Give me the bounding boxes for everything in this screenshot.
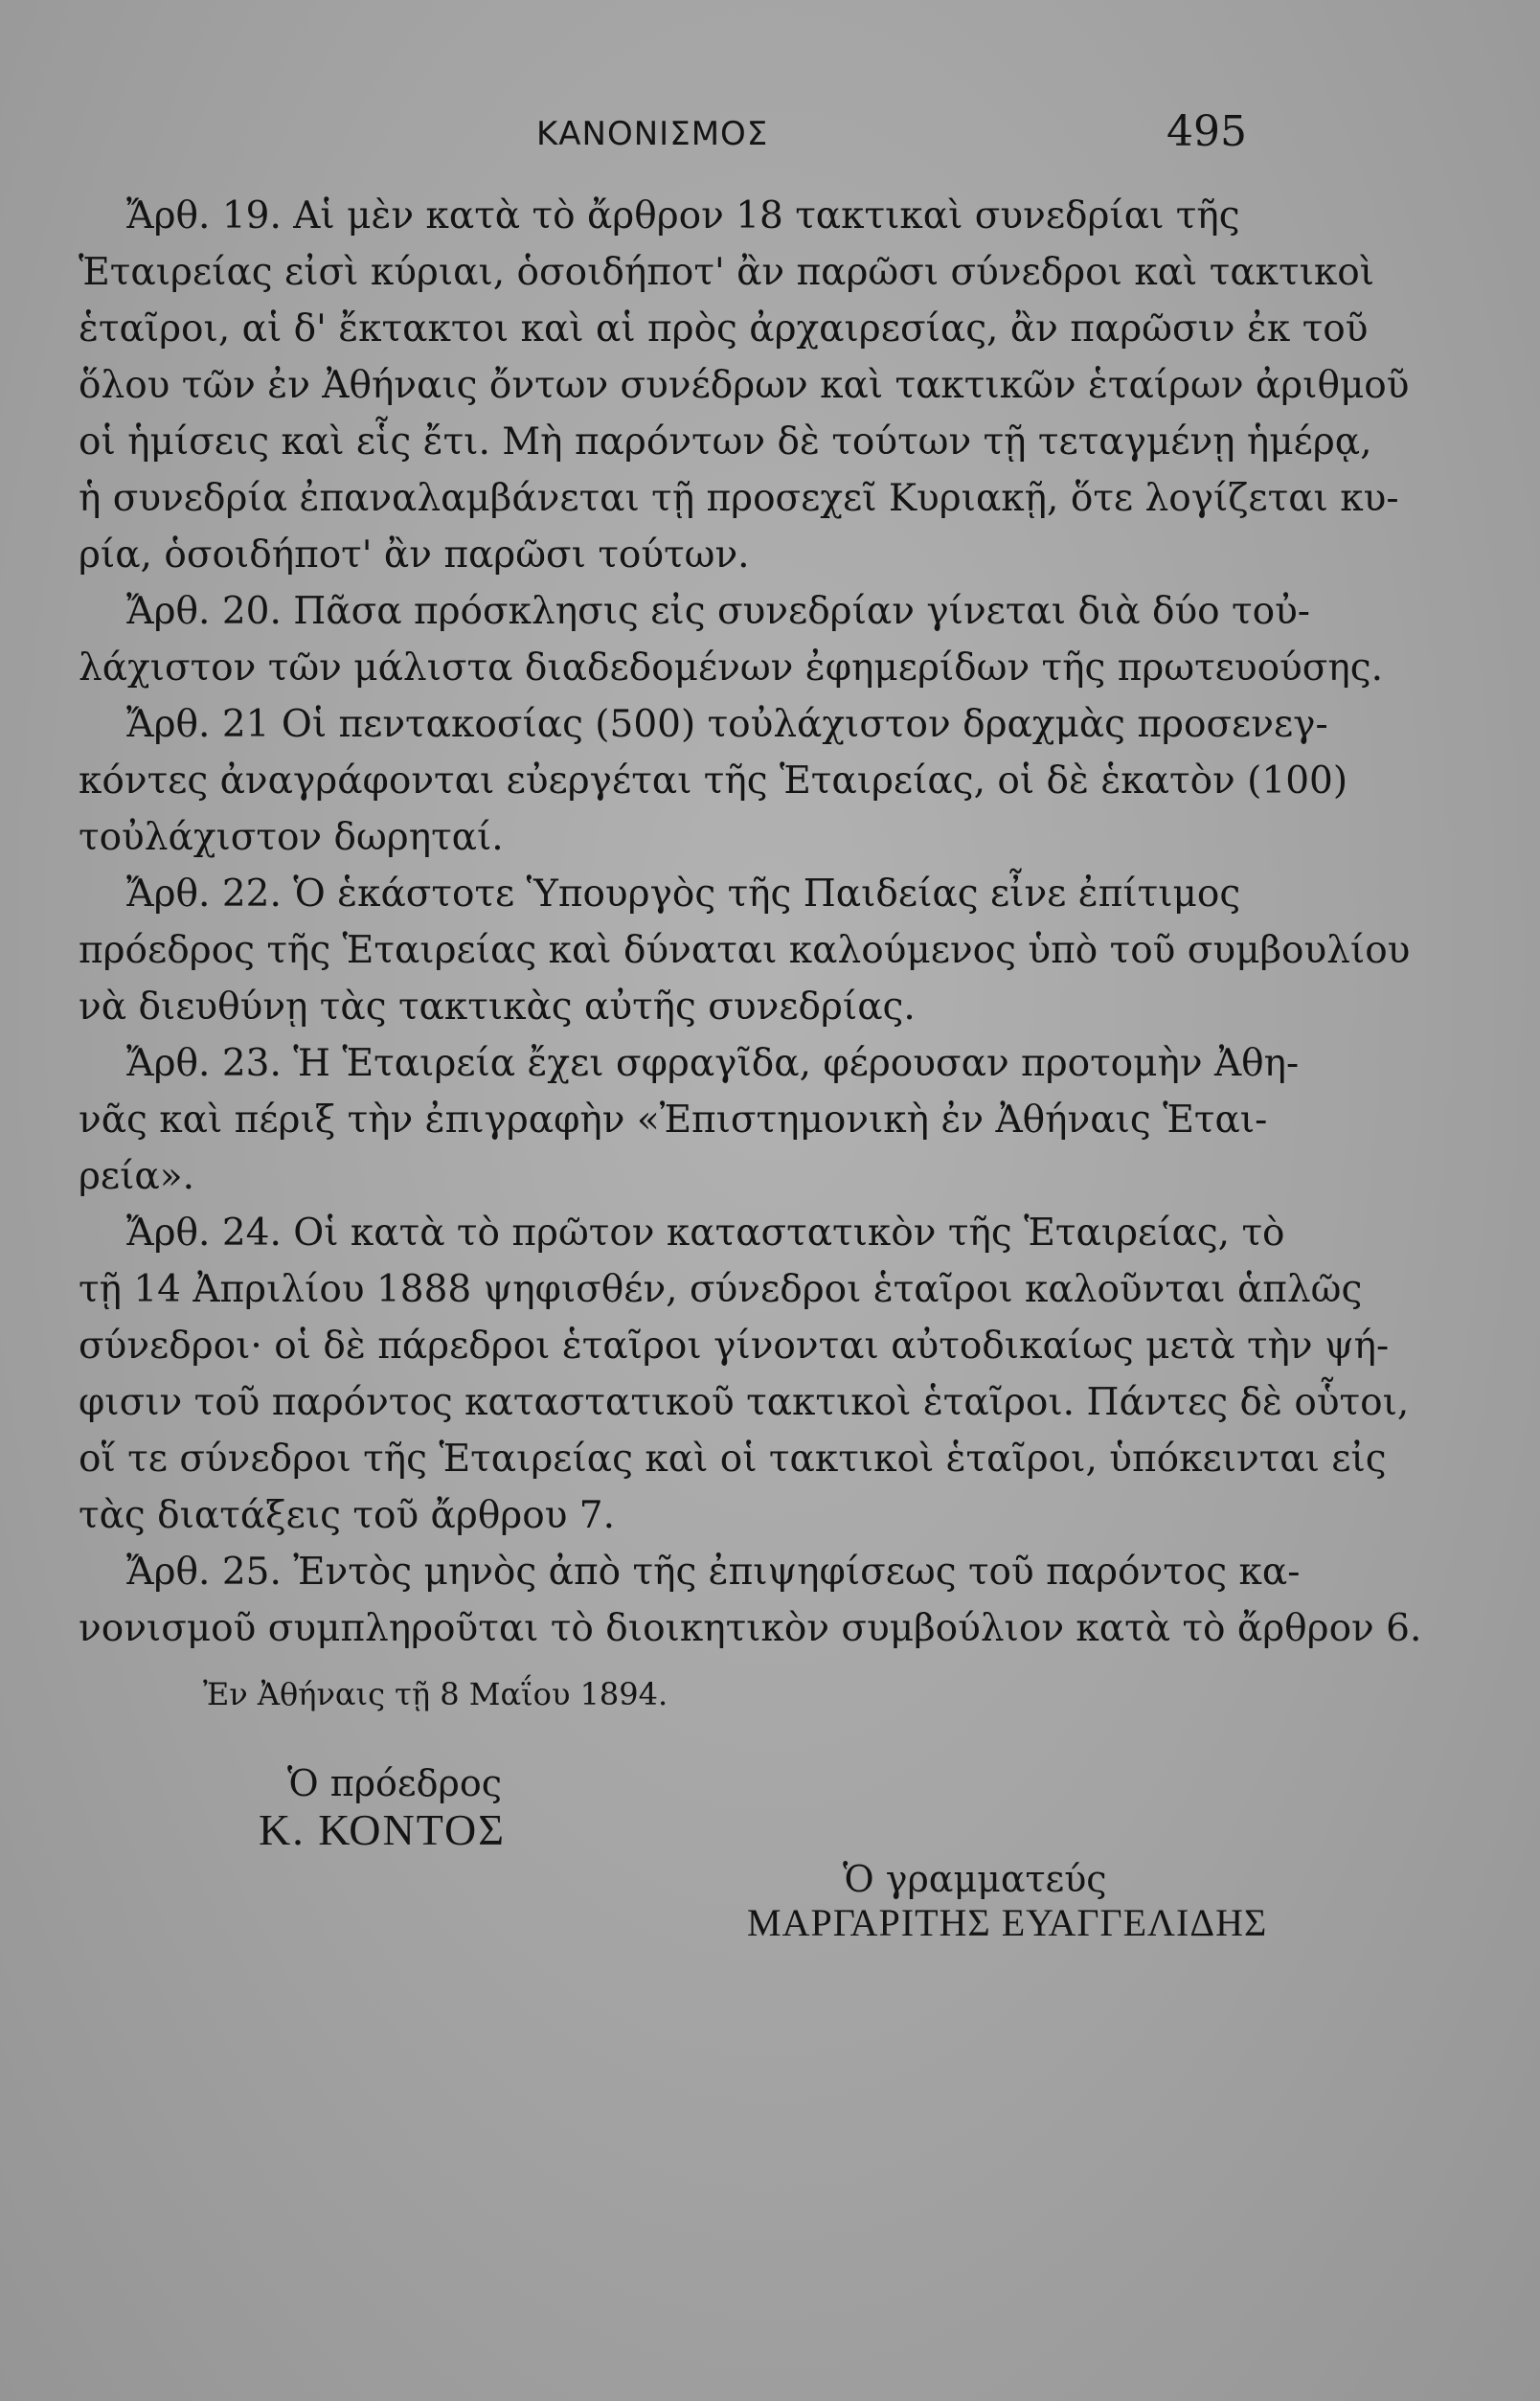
president-name: Κ. ΚΟΝΤΟΣ: [259, 1805, 506, 1854]
text-line: νονισμοῦ συμπληροῦται τὸ διοικητικὸν συμβούλιον κατὰ τὸ ἄρθρον 6.: [79, 1607, 1422, 1650]
running-header-title: ΚΑΝΟΝΙΣΜΟΣ: [536, 115, 769, 153]
text-line: Ἄρθ. 21 Οἱ πεντακοσίας (500) τοὐλάχιστον δραχμὰς προσενεγ-: [126, 703, 1328, 746]
text-line: Ἄρθ. 23. Ἡ Ἑταιρεία ἔχει σφραγῖδα, φέρουσαν προτομὴν Ἀθη-: [126, 1042, 1300, 1085]
president-role: Ὁ πρόεδρος: [287, 1762, 502, 1804]
text-line: οἱ ἡμίσεις καὶ εἷς ἔτι. Μὴ παρόντων δὲ τούτων τῇ τεταγμένῃ ἡμέρᾳ,: [79, 420, 1372, 464]
text-line: Ἄρθ. 22. Ὁ ἑκάστοτε Ὑπουργὸς τῆς Παιδείας εἶνε ἐπίτιμος: [126, 872, 1241, 916]
text-line: Ἄρθ. 24. Οἱ κατὰ τὸ πρῶτον καταστατικὸν τῆς Ἑταιρείας, τὸ: [126, 1212, 1285, 1255]
secretary-name: ΜΑΡΓΑΡΙΤΗΣ ΕΥΑΓΓΕΛΙΔΗΣ: [747, 1901, 1268, 1944]
text-line: Ἄρθ. 19. Αἱ μὲν κατὰ τὸ ἄρθρον 18 τακτικαὶ συνεδρίαι τῆς: [126, 194, 1240, 238]
text-line: νὰ διευθύνῃ τὰς τακτικὰς αὐτῆς συνεδρίας.: [79, 985, 916, 1029]
text-line: Ἑταιρείας εἰσὶ κύριαι, ὁσοιδήποτ' ἂν παρῶσι σύνεδροι καὶ τακτικοὶ: [79, 251, 1375, 294]
text-line: τὰς διατάξεις τοῦ ἄρθρου 7.: [79, 1494, 616, 1537]
text-line: οἵ τε σύνεδροι τῆς Ἑταιρείας καὶ οἱ τακτικοὶ ἑταῖροι, ὑπόκεινται εἰς: [79, 1438, 1387, 1481]
text-line: τῇ 14 Ἀπριλίου 1888 ψηφισθέν, σύνεδροι ἑταῖροι καλοῦνται ἁπλῶς: [79, 1268, 1363, 1311]
text-line: φισιν τοῦ παρόντος καταστατικοῦ τακτικοὶ ἑταῖροι. Πάντες δὲ οὗτοι,: [79, 1381, 1410, 1424]
text-line: Ἄρθ. 25. Ἐντὸς μηνὸς ἀπὸ τῆς ἐπιψηφίσεως τοῦ παρόντος κα-: [126, 1551, 1301, 1594]
president-signature: [259, 1762, 506, 1855]
text-line: Ἄρθ. 20. Πᾶσα πρόσκλησις εἰς συνεδρίαν γίνεται διὰ δύο τοὐ-: [126, 590, 1310, 633]
text-line: ἡ συνεδρία ἐπαναλαμβάνεται τῇ προσεχεῖ Κυριακῇ, ὅτε λογίζεται κυ-: [79, 477, 1399, 520]
text-line: ρία, ὁσοιδήποτ' ἂν παρῶσι τούτων.: [79, 533, 750, 577]
text-line: κόντες ἀναγράφονται εὐεργέται τῆς Ἑταιρείας, οἱ δὲ ἑκατὸν (100): [79, 759, 1348, 803]
text-line: ὅλου τῶν ἐν Ἀθήναις ὄντων συνέδρων καὶ τακτικῶν ἑταίρων ἀριθμοῦ: [79, 364, 1410, 407]
text-line: λάχιστον τῶν μάλιστα διαδεδομένων ἐφημερίδων τῆς πρωτευούσης.: [79, 646, 1383, 690]
text-line: ἑταῖροι, αἱ δ' ἔκτακτοι καὶ αἱ πρὸς ἀρχαιρεσίας, ἂν παρῶσιν ἐκ τοῦ: [79, 307, 1369, 351]
text-line: πρόεδρος τῆς Ἑταιρείας καὶ δύναται καλούμενος ὑπὸ τοῦ συμβουλίου: [79, 929, 1411, 972]
text-line: νᾶς καὶ πέριξ τὴν ἐπιγραφὴν «Ἐπιστημονικὴ ἐν Ἀθήναις Ἑται-: [79, 1099, 1268, 1142]
text-line: τοὐλάχιστον δωρηταί.: [79, 816, 504, 859]
text-line: σύνεδροι· οἱ δὲ πάρεδροι ἑταῖροι γίνονται αὐτοδικαίως μετὰ τὴν ψή-: [79, 1325, 1390, 1368]
date-line: Ἐν Ἀθήναις τῇ 8 Μαΐου 1894.: [203, 1676, 668, 1712]
text-line: ρεία».: [79, 1155, 195, 1198]
statute-body-text: [79, 188, 1422, 1657]
secretary-role: Ὁ γραμματεύς: [843, 1858, 1107, 1900]
secretary-signature: [747, 1858, 1267, 1945]
page-number: 495: [1166, 107, 1247, 156]
